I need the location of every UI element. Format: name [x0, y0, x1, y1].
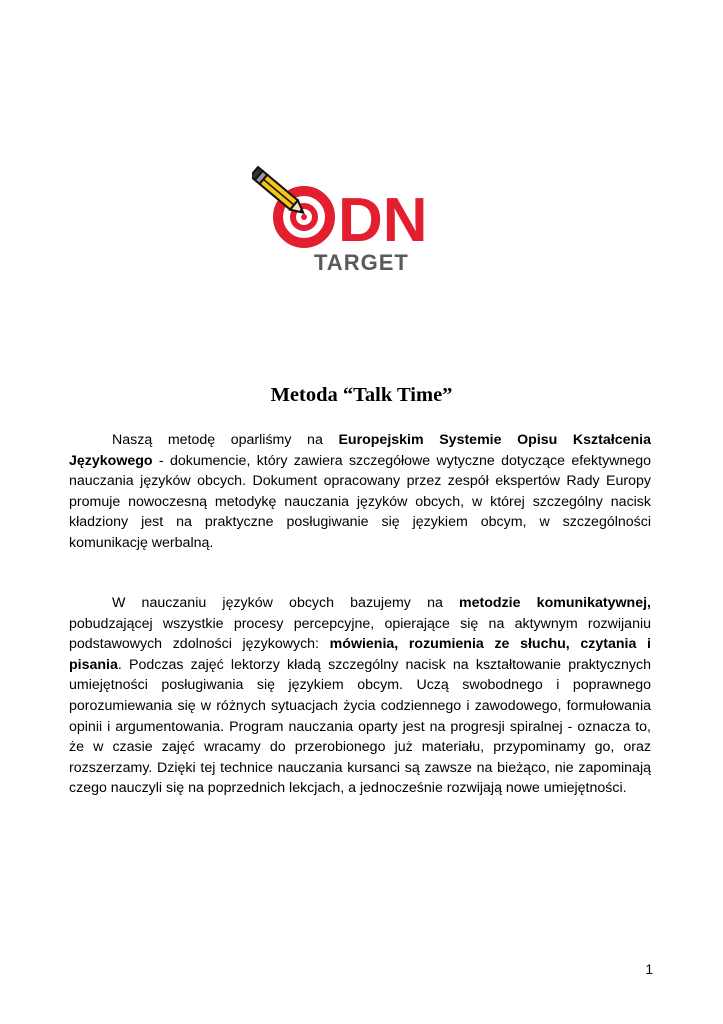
document-title: Metoda “Talk Time” — [270, 384, 453, 406]
odn-target-logo — [252, 155, 462, 280]
page-number: 1 — [645, 962, 653, 977]
emphasis-text: mówienia, rozumienia ze słuchu, czytania i pisania — [69, 636, 651, 673]
paragraph-communicative-method — [69, 593, 651, 799]
svg-text:TARGET: TARGET — [314, 250, 409, 275]
svg-text:DN: DN — [338, 186, 428, 255]
paragraph-text: W nauczaniu języków obcych bazujemy na — [112, 595, 460, 611]
pencil-target-icon — [252, 155, 462, 280]
emphasis-text: metodzie komunikatywnej, — [459, 595, 651, 611]
paragraph-text: - dokumencie, który zawiera szczegółowe wytyczne dotyczące efektywnego nauczania języków obcych. Dokument opracowany przez zespół ekspertów Rady Europy promuje nowoczesną metodykę nauczania języków obcych, w której szczególny nacisk kładziony jest na praktyczne posługiwanie się językiem obcym, w szczególności komunikację werbalną. — [69, 452, 651, 551]
paragraph-cefr — [69, 430, 651, 554]
emphasis-text: Europejskim Systemie Opisu Kształcenia Językowego — [69, 432, 651, 469]
paragraph-text: pobudzającej wszystkie procesy percepcyjne, opierające się na aktywnym rozwijaniu podstawowych zdolności językowych: — [69, 615, 651, 653]
paragraph-text: Naszą metodę oparliśmy na — [112, 432, 339, 448]
paragraph-text: . Podczas zajęć lektorzy kładą szczególny nacisk na kształtowanie praktycznych umiejętności posługiwania się językiem obcym. Uczą swobodnego i poprawnego porozumiewania się w różnych sytuacjach życia codziennego i zawodowego, formułowania opinii i argumentowania. Program nauczania oparty jest na progresji spiralnej - oznacza to, że w czasie zajęć wracamy do przerobionego już materiału, przypominamy go, oraz rozszerzamy. Dzięki tej technice nauczania kursanci są zawsze na bieżąco, nie zapominają czego nauczyli się na poprzednich lekcjach, a jednocześnie rozwijają nowe umiejętności. — [69, 656, 651, 797]
